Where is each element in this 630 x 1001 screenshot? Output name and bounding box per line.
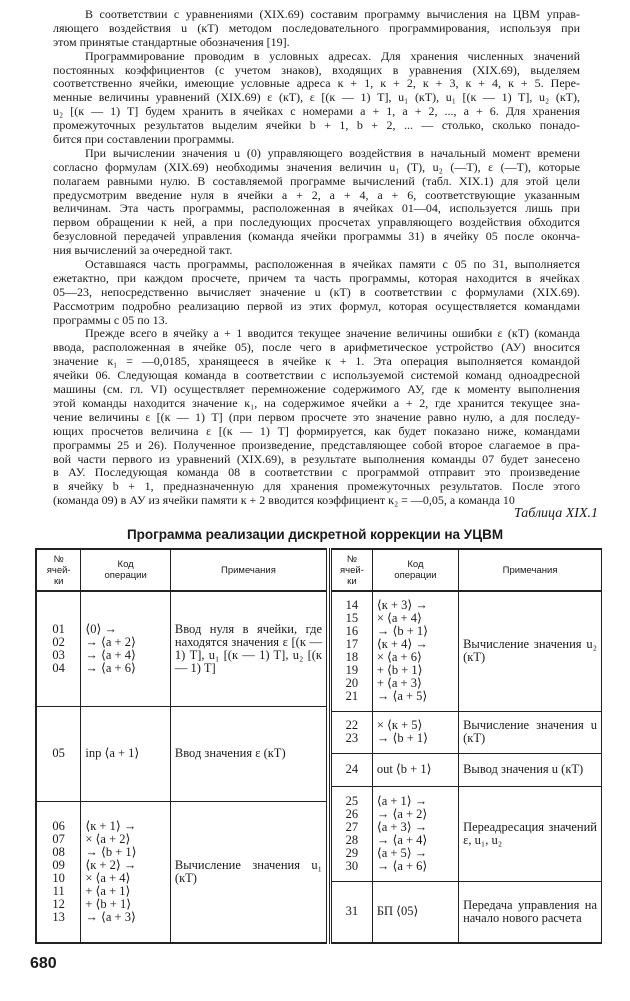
text-line: менные величины уравнений (XIX.69) ε (кT), ε [(к — 1) T], u₁ (кT), u₁ [(к — 1) T], u₂ (кT), bbox=[53, 90, 580, 105]
operation-codes: ⟨a + 1⟩ → → ⟨a + 2⟩ ⟨a + 3⟩ → → ⟨a + 4⟩ ⟨a + 5⟩ → → ⟨a + 6⟩ bbox=[372, 786, 458, 881]
table-row bbox=[331, 753, 602, 786]
text-line: значение к₁ = —0,0185, хранящееся в ячейке к + 1. Эта операция выполняется командой bbox=[53, 354, 580, 369]
header-notes: Примечания bbox=[459, 549, 602, 591]
text-line: промежуточных результатов выделим ячейки b + 1, b + 2, ... — столько, сколько понадо- bbox=[53, 118, 580, 133]
cell-numbers: 25 26 27 28 29 30 bbox=[331, 786, 373, 881]
page-number: 680 bbox=[30, 955, 57, 972]
text-line: этом принятые стандартные обозначения [19]. bbox=[53, 34, 290, 49]
text-line: программы с 05 по 13. bbox=[53, 312, 168, 327]
text-line: бится при составлении программы. bbox=[53, 132, 235, 147]
text-line: При вычислении значения u (0) управляющего воздействия в начальный момент времени bbox=[85, 145, 580, 160]
row-note: Ввод нуля в ячейки, где находятся значения ε [(к — 1) T], u₁ [(к — 1) T], u₂ [(к — 1) T] bbox=[170, 591, 326, 706]
text-line: постоянных коэффициентов (с учетом знаков), входящих в уравнения (XIX.69), выделяем bbox=[53, 62, 580, 77]
text-line: первом обращении к ней, а при последующих просчетах управляющего воздействия обходится bbox=[53, 215, 580, 230]
body-text bbox=[53, 8, 580, 508]
cell-numbers: 14 15 16 17 18 19 20 21 bbox=[331, 591, 373, 711]
table-row bbox=[331, 711, 602, 753]
header-operation-code: Код операции bbox=[81, 549, 171, 591]
row-note: Ввод значения ε (кT) bbox=[170, 706, 326, 801]
cell-numbers: 06 07 08 09 10 11 12 13 bbox=[36, 801, 81, 943]
operation-codes: ⟨к + 1⟩ → × ⟨a + 2⟩ → ⟨b + 1⟩ ⟨к + 2⟩ → × ⟨a + 4⟩ + ⟨a + 1⟩ + ⟨b + 1⟩ → ⟨a + 3⟩ bbox=[81, 801, 171, 943]
cell-numbers: 22 23 bbox=[331, 711, 373, 753]
text-line: в АУ. Последующая команда 08 в соответствии с программой отправит это произведение bbox=[53, 465, 580, 480]
table-row bbox=[331, 786, 602, 881]
text-line: соответственно ячейки, имеющие условные адреса к + 1, к + 2, к + 3, к + 4, к + 5. Пере- bbox=[53, 76, 580, 91]
row-note: Вычисление значения u₂ (кT) bbox=[459, 591, 602, 711]
text-line: безусловной передачей управления (команда ячейки программы 31) в ячейку 05 после оконча- bbox=[53, 229, 580, 244]
table-number: Таблица XIX.1 bbox=[513, 506, 598, 521]
text-line: полагаем равными нулю. В составляемой программе вычислений (табл. XIX.1) для этой цели bbox=[53, 173, 580, 188]
operation-codes: БП ⟨05⟩ bbox=[372, 881, 458, 943]
row-note: Вычисление значения u (кT) bbox=[459, 711, 602, 753]
cell-numbers: 01 02 03 04 bbox=[36, 591, 81, 706]
row-note: Передача управления на начало нового расчета bbox=[459, 881, 602, 943]
text-line: ния вычислений за очередной такт. bbox=[53, 243, 233, 258]
header-notes: Примечания bbox=[170, 549, 326, 591]
row-note: Вычисление значения u₁ (кT) bbox=[170, 801, 326, 943]
text-line: Рассмотрим подробно реализацию первой из этих формул, которая осуществляется командами bbox=[53, 298, 580, 313]
operation-codes: × ⟨к + 5⟩ → ⟨b + 1⟩ bbox=[372, 711, 458, 753]
program-table-right bbox=[329, 548, 602, 944]
text-line: ввода, расположенная в ячейке 05), после чего в арифметическое устройство (АУ) вносится bbox=[53, 340, 580, 355]
table-row bbox=[331, 881, 602, 943]
text-line: Прежде всего в ячейку a + 1 вводится текущее значение величины ошибки ε (кT) (команда bbox=[85, 326, 580, 341]
row-note: Переадресация значений ε, u₁, u₂ bbox=[459, 786, 602, 881]
text-line: ежетактно, при каждом просчете, причем та часть программы, которая находится в ячейках bbox=[53, 270, 580, 285]
header-cell-number: № ячей- ки bbox=[331, 549, 373, 591]
text-line: этой команды находится значение к₁, на содержимое ячейки a + 2, где хранится текущее зна- bbox=[53, 395, 580, 410]
text-line: 05—23, непосредственно вычисляет значение u (кT) в соответствии с формулами (XIX.69). bbox=[53, 284, 580, 299]
header-cell-number: № ячей- ки bbox=[36, 549, 81, 591]
text-line: программы 25 и 26). Полученное произведение, представляющее собой второе слагаемое в пра- bbox=[53, 437, 580, 452]
text-line: Оставшаяся часть программы, расположенная в ячейках памяти с 05 по 31, выполняется bbox=[85, 257, 580, 272]
text-line: Программирование проводим в условных адресах. Для хранения численных значений bbox=[85, 48, 580, 63]
row-note: Вывод значения u (кT) bbox=[459, 753, 602, 786]
operation-codes: out ⟨b + 1⟩ bbox=[372, 753, 458, 786]
operation-codes: ⟨0⟩ → → ⟨a + 2⟩ → ⟨a + 4⟩ → ⟨a + 6⟩ bbox=[81, 591, 171, 706]
cell-numbers: 31 bbox=[331, 881, 373, 943]
text-line: машины (см. гл. VI) осуществляет перемножение содержимого АУ, где к моменту выполнения bbox=[53, 382, 580, 397]
table-row bbox=[36, 706, 327, 801]
text-line: ячейки 06. Следующая команда в соответствии с используемой системой команд одноадресной bbox=[53, 368, 580, 383]
text-line: величинам. Эта часть программы, расположенная в ячейках 01—04, используется лишь при bbox=[53, 201, 580, 216]
text-line: предусмотрим введение нуля в ячейки a + 2, a + 4, a + 6, соответствующие указанным bbox=[53, 187, 580, 202]
text-line: вой части первого из уравнений (XIX.69), в результате выполнения команды 07 будет занесено bbox=[53, 451, 580, 466]
program-table-left bbox=[35, 548, 327, 944]
text-line: В соответствии с уравнениями (XIX.69) составим программу вычисления на ЦВМ управ- bbox=[85, 7, 580, 21]
text-line: согласно формулам (XIX.69) необходимы значения величин u₁ (T), u₂ (—T), ε (—T), которые bbox=[53, 159, 580, 174]
text-line: ющих просчетов величина ε [(к — 1) T] формируется, как будет показано ниже, командами bbox=[53, 423, 580, 438]
table-row bbox=[36, 801, 327, 943]
operation-codes: inp ⟨a + 1⟩ bbox=[81, 706, 171, 801]
text-line: (команда 09) в АУ из ячейки памяти к + 2 вводится коэффициент к₂ = —0,05, а команда 10 bbox=[53, 493, 515, 508]
text-line: ляющего воздействия u (кT) методом последовательного программирования, используя при bbox=[53, 20, 580, 35]
table-row bbox=[36, 591, 327, 706]
cell-numbers: 24 bbox=[331, 753, 373, 786]
cell-numbers: 05 bbox=[36, 706, 81, 801]
text-line: чение величины ε [(к — 1) T] (при первом просчете это значение равно нулю, а для последу- bbox=[53, 409, 580, 424]
table-row bbox=[331, 591, 602, 711]
table-title: Программа реализации дискретной коррекции на УЦВМ bbox=[126, 527, 504, 542]
text-line: в ячейку b + 1, предназначенную для хранения промежуточных результатов. После этого bbox=[53, 479, 580, 494]
header-operation-code: Код операции bbox=[372, 549, 458, 591]
text-line: u₂ [(к — 1) T] будем хранить в ячейках с номерами a + 1, a + 2, ..., a + 6. Для хранения bbox=[53, 104, 580, 119]
operation-codes: ⟨к + 3⟩ → × ⟨a + 4⟩ → ⟨b + 1⟩ ⟨к + 4⟩ → × ⟨a + 6⟩ + ⟨b + 1⟩ + ⟨a + 3⟩ → ⟨a + 5⟩ bbox=[372, 591, 458, 711]
